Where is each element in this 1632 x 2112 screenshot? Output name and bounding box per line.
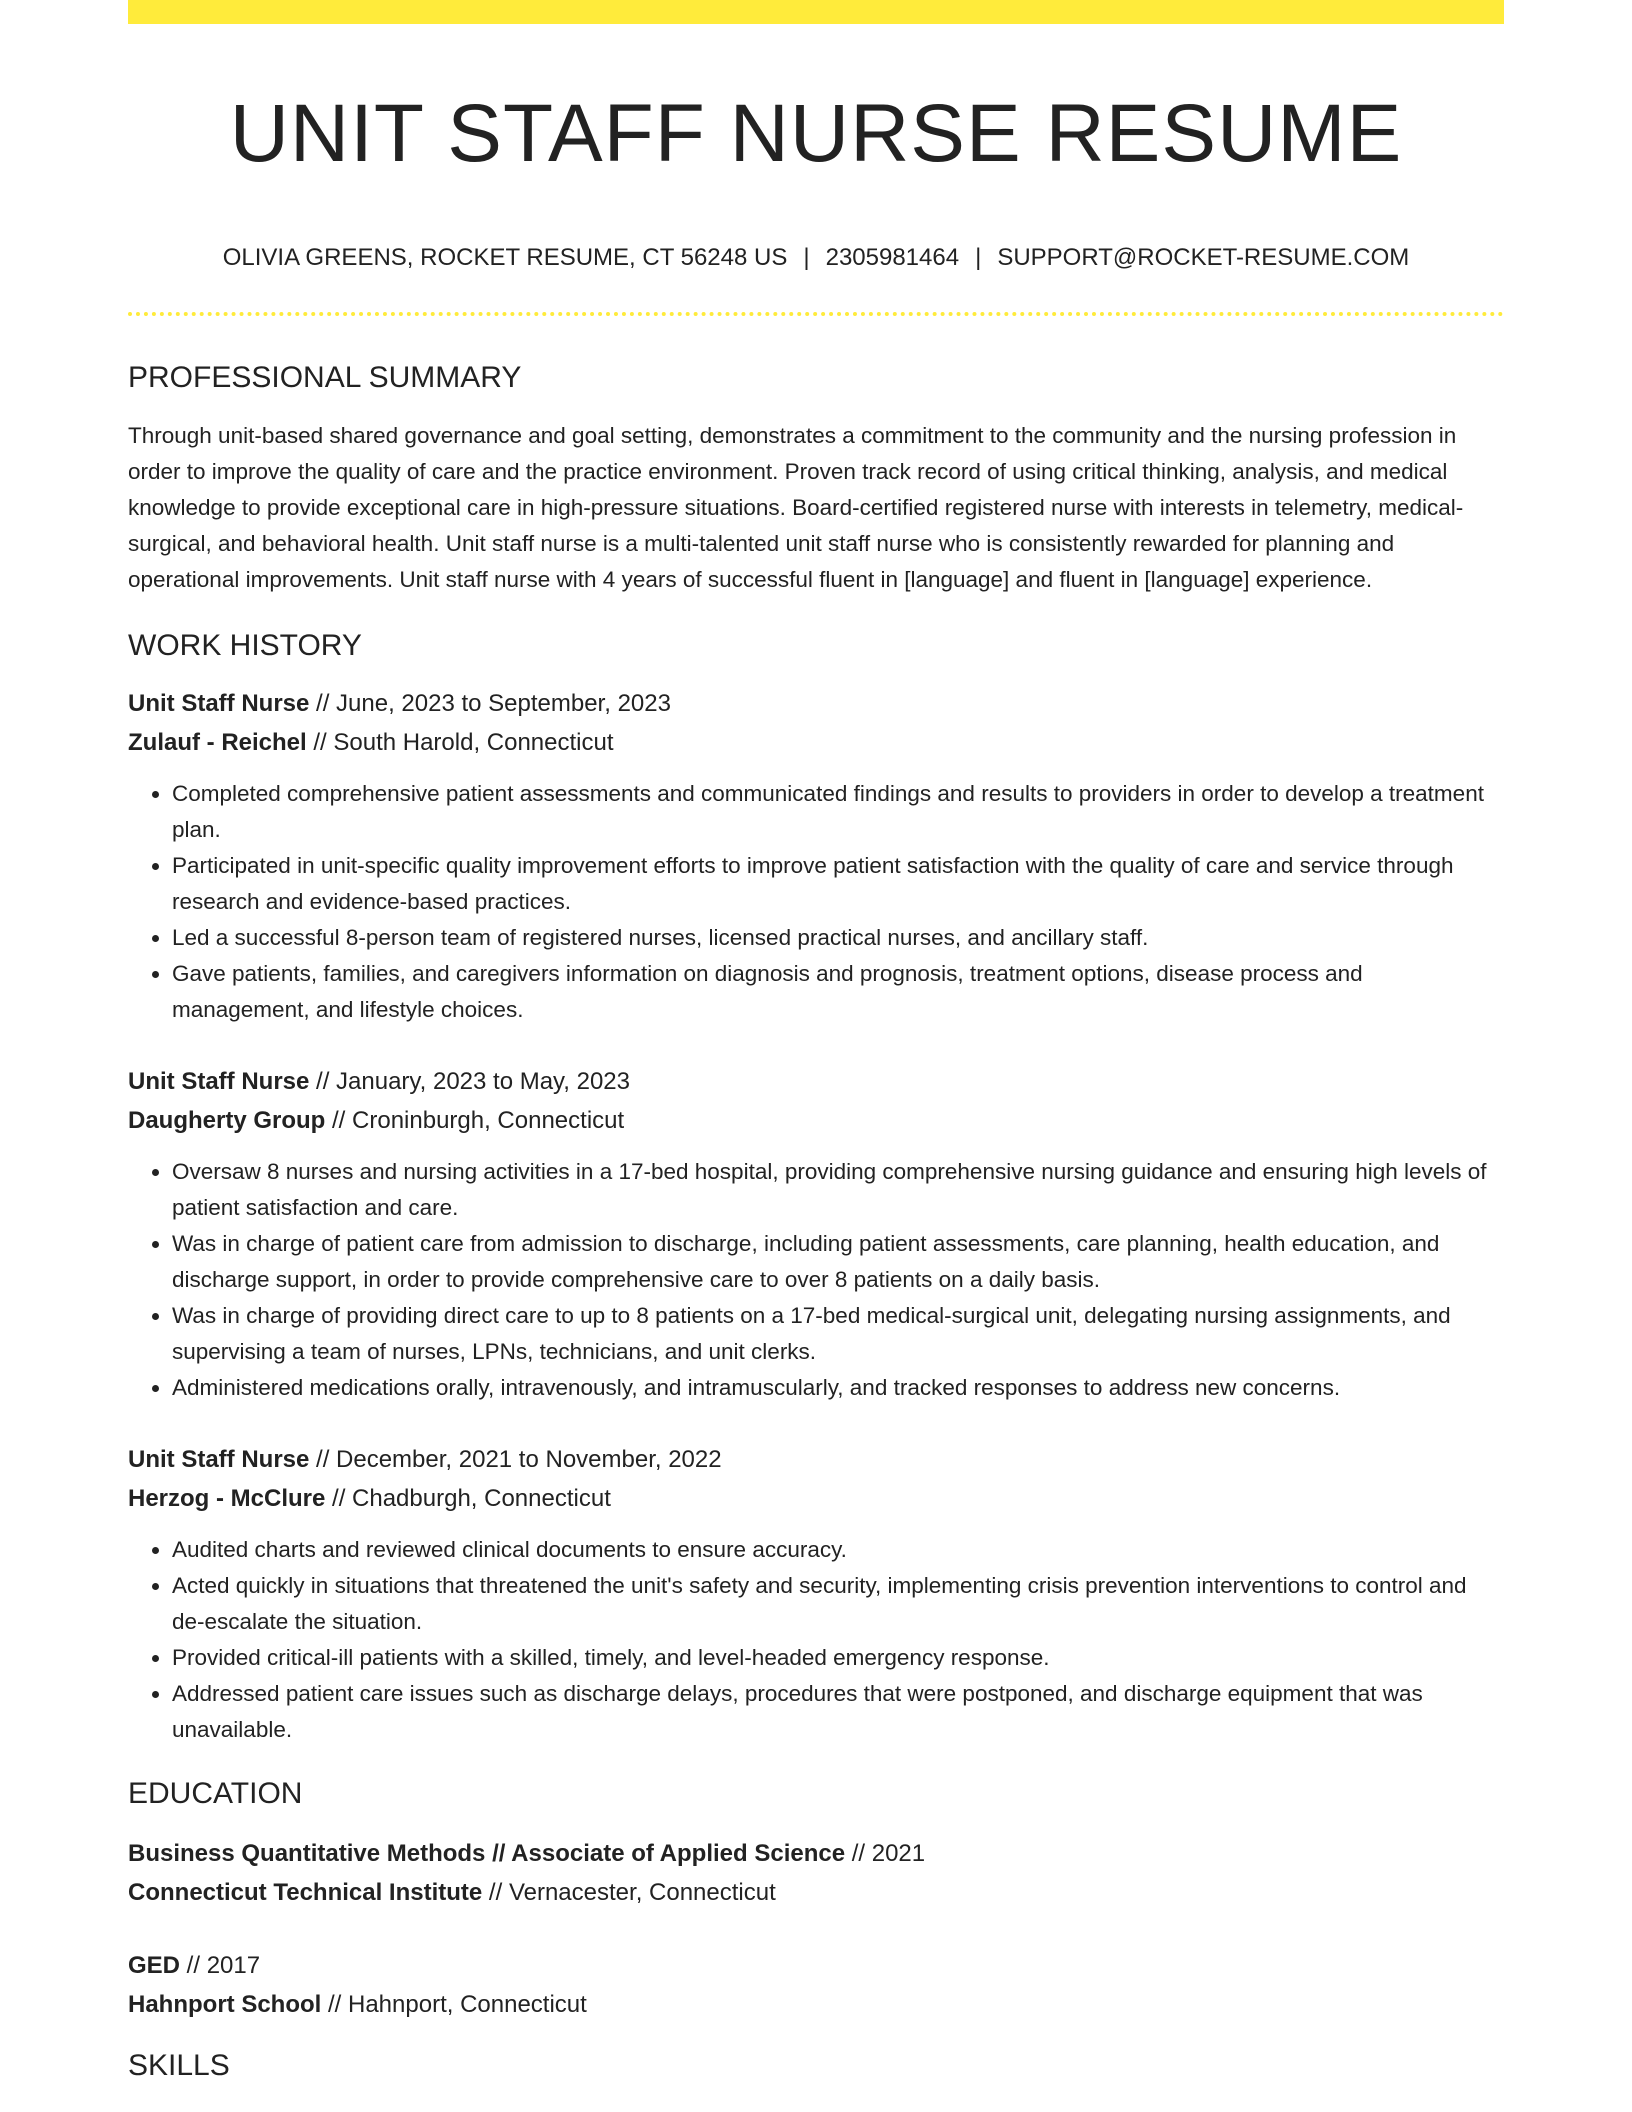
job-bullet: • Gave patients, families, and caregivers information on diagnosis and prognosis, treatment options, disease process and management, and lifestyle choices. xyxy=(172,956,1504,1028)
job-company-line xyxy=(128,723,1504,762)
job-bullet: • Led a successful 8-person team of registered nurses, licensed practical nurses, and ancillary staff. xyxy=(172,920,1504,956)
contact-separator: | xyxy=(803,244,810,271)
job-company: Daugherty Group xyxy=(128,1107,326,1134)
education-school-line xyxy=(128,1873,1504,1912)
job-bullet: • Oversaw 8 nurses and nursing activities in a 17-bed hospital, providing comprehensive nursing guidance and ensuring high levels of patient satisfaction and care. xyxy=(172,1154,1504,1226)
education-entry xyxy=(128,1834,1504,1912)
job-company: Zulauf - Reichel xyxy=(128,729,307,756)
contact-separator: | xyxy=(975,244,982,271)
dotted-divider xyxy=(128,312,1504,316)
job-company-line xyxy=(128,1479,1504,1518)
job-entry xyxy=(128,684,1504,1028)
accent-top-bar xyxy=(128,0,1504,24)
education-school: Connecticut Technical Institute xyxy=(128,1879,483,1906)
job-company: Herzog - McClure xyxy=(128,1485,326,1512)
job-location: // Chadburgh, Connecticut xyxy=(325,1485,611,1512)
job-dates: // June, 2023 to September, 2023 xyxy=(309,690,671,717)
job-bullet: • Addressed patient care issues such as discharge delays, procedures that were postponed, and discharge equipment that was unavailable. xyxy=(172,1676,1504,1748)
education-school-line xyxy=(128,1985,1504,2024)
job-entry xyxy=(128,1062,1504,1406)
resume-title: UNIT STAFF NURSE RESUME xyxy=(229,88,1403,179)
education-location: // Vernacester, Connecticut xyxy=(482,1879,776,1906)
education-year: // 2021 xyxy=(845,1840,926,1867)
job-dates: // December, 2021 to November, 2022 xyxy=(309,1446,722,1473)
job-title: Unit Staff Nurse xyxy=(128,1446,310,1473)
job-title-line xyxy=(128,1062,1504,1101)
job-bullet: • Was in charge of providing direct care to up to 8 patients on a 17-bed medical-surgical unit, delegating nursing assignments, and supervising a team of nurses, LPNs, technicians, and unit clerks. xyxy=(172,1298,1504,1370)
job-bullet: • Completed comprehensive patient assessments and communicated findings and results to providers in order to develop a treatment plan. xyxy=(172,776,1504,848)
job-bullets xyxy=(128,1532,1504,1748)
contact-address: OLIVIA GREENS, ROCKET RESUME, CT 56248 US xyxy=(222,244,788,271)
job-title: Unit Staff Nurse xyxy=(128,690,310,717)
education-degree-line xyxy=(128,1834,1504,1873)
education-entry xyxy=(128,1946,1504,2024)
education-year: // 2017 xyxy=(180,1952,261,1979)
job-bullet: • Participated in unit-specific quality improvement efforts to improve patient satisfaction with the quality of care and service through research and evidence-based practices. xyxy=(172,848,1504,920)
job-bullet: • Acted quickly in situations that threatened the unit's safety and security, implementing crisis prevention interventions to control and de-escalate the situation. xyxy=(172,1568,1504,1640)
job-title-line xyxy=(128,1440,1504,1479)
summary-text: Through unit-based shared governance and goal setting, demonstrates a commitment to the community and the nursing profession in order to improve the quality of care and the practice environment. Proven track record of using critical thinking, analysis, and medical knowledge to provide exceptional care in high-pressure situations. Board-certified registered nurse with interests in telemetry, medical-surgical, and behavioral health. Unit staff nurse is a multi-talented unit staff nurse who is consistently rewarded for planning and operational improvements. Unit staff nurse with 4 years of successful fluent in [language] and fluent in [language] experience. xyxy=(128,423,1464,592)
job-title: Unit Staff Nurse xyxy=(128,1068,310,1095)
skills-heading: SKILLS xyxy=(128,2049,230,2082)
job-title-line xyxy=(128,684,1504,723)
job-bullets xyxy=(128,1154,1504,1406)
resume-content xyxy=(128,0,1504,2086)
work-history-heading: WORK HISTORY xyxy=(128,629,362,662)
contact-email: SUPPORT@ROCKET-RESUME.COM xyxy=(997,244,1410,271)
job-bullet: • Was in charge of patient care from admission to discharge, including patient assessments, care planning, health education, and discharge support, in order to provide comprehensive care to over 8 patients on a daily basis. xyxy=(172,1226,1504,1298)
education-degree: Business Quantitative Methods // Associate of Applied Science xyxy=(128,1840,846,1867)
job-entry xyxy=(128,1440,1504,1748)
education-location: // Hahnport, Connecticut xyxy=(321,1991,587,2018)
job-bullets xyxy=(128,776,1504,1028)
job-location: // Croninburgh, Connecticut xyxy=(325,1107,625,1134)
contact-phone: 2305981464 xyxy=(825,244,960,271)
education-school: Hahnport School xyxy=(128,1991,322,2018)
education-heading: EDUCATION xyxy=(128,1777,303,1810)
job-company-line xyxy=(128,1101,1504,1140)
education-degree-line xyxy=(128,1946,1504,1985)
job-bullet: • Administered medications orally, intravenously, and intramuscularly, and tracked responses to address new concerns. xyxy=(172,1370,1504,1406)
job-location: // South Harold, Connecticut xyxy=(306,729,614,756)
education-degree: GED xyxy=(128,1952,181,1979)
contact-line xyxy=(128,242,1504,274)
job-bullet: • Provided critical-ill patients with a skilled, timely, and level-headed emergency response. xyxy=(172,1640,1504,1676)
summary-heading: PROFESSIONAL SUMMARY xyxy=(128,361,522,394)
job-bullet: • Audited charts and reviewed clinical documents to ensure accuracy. xyxy=(172,1532,1504,1568)
job-dates: // January, 2023 to May, 2023 xyxy=(309,1068,630,1095)
